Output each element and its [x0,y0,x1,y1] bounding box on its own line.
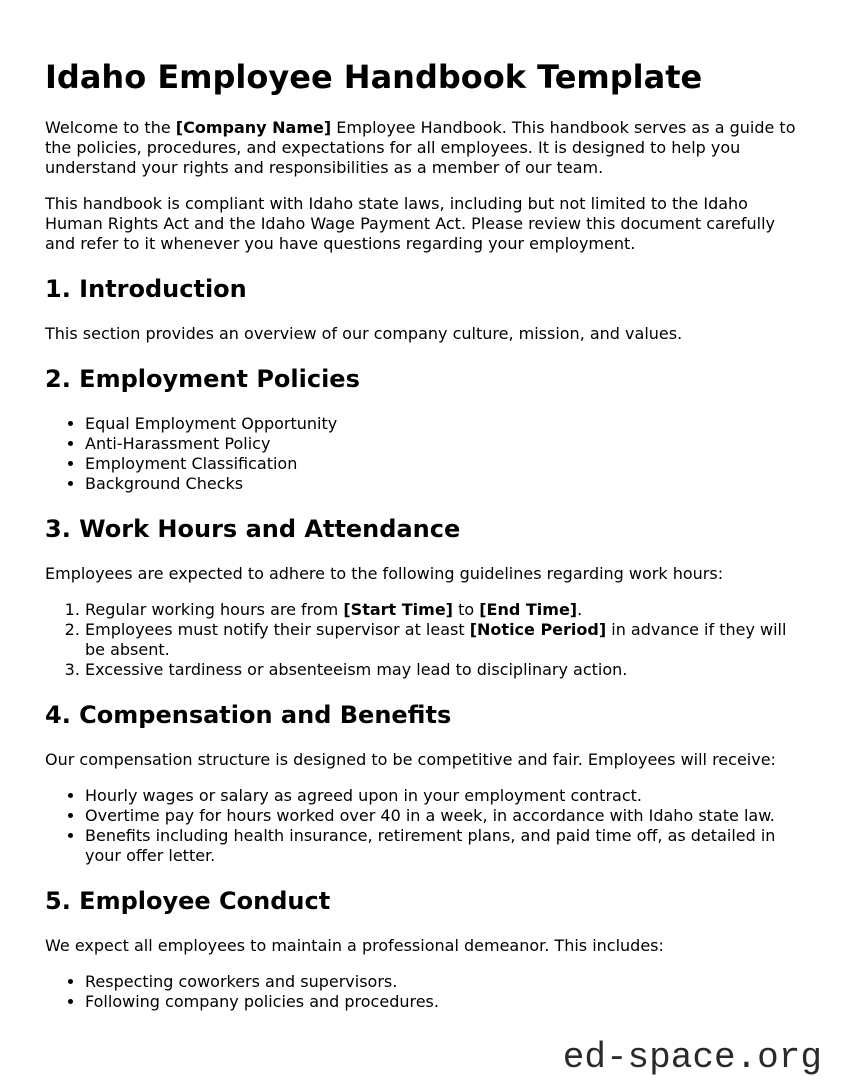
work-hours-numbered-list [45,600,799,680]
list-item: • Background Checks [85,474,799,494]
watermark: ed-space.org [562,1037,822,1078]
list-item: • Equal Employment Opportunity [85,414,799,434]
employment-policies-list [45,414,799,494]
section-compensation-body: Our compensation structure is designed to be competitive and fair. Employees will receive: [45,750,776,769]
list-item: 3. Excessive tardiness or absenteeism may lead to disciplinary action. [85,660,799,680]
compensation-list [45,786,799,866]
list-item: 1. Regular working hours are from [Start Time] to [End Time]. [85,600,799,620]
compliance-paragraph: This handbook is compliant with Idaho state laws, including but not limited to the Idaho Human Rights Act and the Idaho Wage Payment Act. Please review this document carefully and refer to it whenever you have questions regarding your employment. [45,194,776,253]
list-item: • Employment Classification [85,454,799,474]
list-item: • Benefits including health insurance, retirement plans, and paid time off, as detailed in your offer letter. [85,826,799,866]
document-title: Idaho Employee Handbook Template [45,58,703,96]
section-work-hours-heading: 3. Work Hours and Attendance [45,515,461,543]
list-item: • Hourly wages or salary as agreed upon in your employment contract. [85,786,799,806]
section-employment-policies-heading: 2. Employment Policies [45,365,360,393]
conduct-list [45,972,799,1012]
section-conduct-heading: 5. Employee Conduct [45,887,331,915]
list-item: • Overtime pay for hours worked over 40 in a week, in accordance with Idaho state law. [85,806,799,826]
list-item: • Anti-Harassment Policy [85,434,799,454]
list-item: 2. Employees must notify their supervisor at least [Notice Period] in advance if they will be absent. [85,620,799,660]
section-introduction-heading: 1. Introduction [45,275,247,303]
section-work-hours-body: Employees are expected to adhere to the following guidelines regarding work hours: [45,564,724,583]
section-compensation-heading: 4. Compensation and Benefits [45,701,452,729]
welcome-paragraph: Welcome to the [Company Name] Employee Handbook. This handbook serves as a guide to the policies, procedures, and expectations for all employees. It is designed to help you understand your rights and responsibilities as a member of our team. [45,118,796,177]
list-item: • Respecting coworkers and supervisors. [85,972,799,992]
section-conduct-body: We expect all employees to maintain a professional demeanor. This includes: [45,936,664,955]
list-item: • Following company policies and procedures. [85,992,799,1012]
section-introduction-body: This section provides an overview of our company culture, mission, and values. [45,324,683,343]
